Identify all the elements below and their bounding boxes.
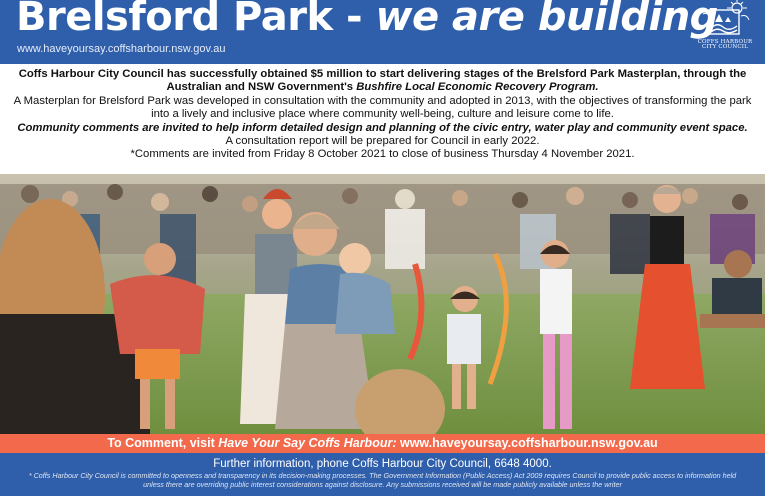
privacy-disclaimer: * Coffs Harbour City Council is committed to openness and transparency in its decision-making processes. The Government Information (Public Access) Act 2009 requires Council to provide public access to information held unless there are overriding public interest considerations against disclosure. Any submissions received will be made publicly available unless the writer [28,471,737,489]
council-logo-icon [697,0,753,40]
cta-site-name: Have Your Say Coffs Harbour: [218,436,397,450]
festival-photo [0,174,765,434]
header-banner [0,0,765,64]
info-paragraph-masterplan: A Masterplan for Brelsford Park was developed in consultation with the community and adopted in 2013, with the objectives of transforming the park into a lively and inclusive place where community well-being, culture and leisure come to life. [13,94,752,121]
info-paragraph-invitation: Community comments are invited to help inform detailed design and planning of the civic entry, water play and community event space. [17,121,748,134]
footer [0,453,765,496]
info-section [0,64,765,174]
title-emphasis: we are building [375,0,718,40]
council-logo [692,0,758,64]
website-link[interactable]: www.haveyoursay.coffsharbour.nsw.gov.au [17,43,226,55]
festival-dancing-photo-icon [0,174,765,434]
info-paragraph-funding [10,68,755,95]
cta-url-link[interactable]: www.haveyoursay.coffsharbour.nsw.gov.au [396,436,658,450]
info-paragraph-dates: *Comments are invited from Friday 8 October 2021 to close of business Thursday 4 November 2021. [130,148,635,161]
funding-text: Coffs Harbour City Council has successfully obtained $5 million to start delivering stages of the Brelsford Park Masterplan, through the Australian and NSW Government's [18,68,747,94]
comment-cta-bar[interactable] [0,434,765,453]
program-name: Bushfire Local Economic Recovery Program. [356,81,599,94]
logo-text-line2: CITY COUNCIL [701,44,749,50]
phone-info: Further information, phone Coffs Harbour City Council, 6648 4000. [213,458,552,470]
page-title [16,0,718,40]
logo-text-line1: COFFS HARBOUR [697,39,753,45]
cta-prefix: To Comment, visit [107,436,219,450]
title-main: Brelsford Park - [16,0,376,40]
info-paragraph-report: A consultation report will be prepared for Council in early 2022. [225,135,540,148]
